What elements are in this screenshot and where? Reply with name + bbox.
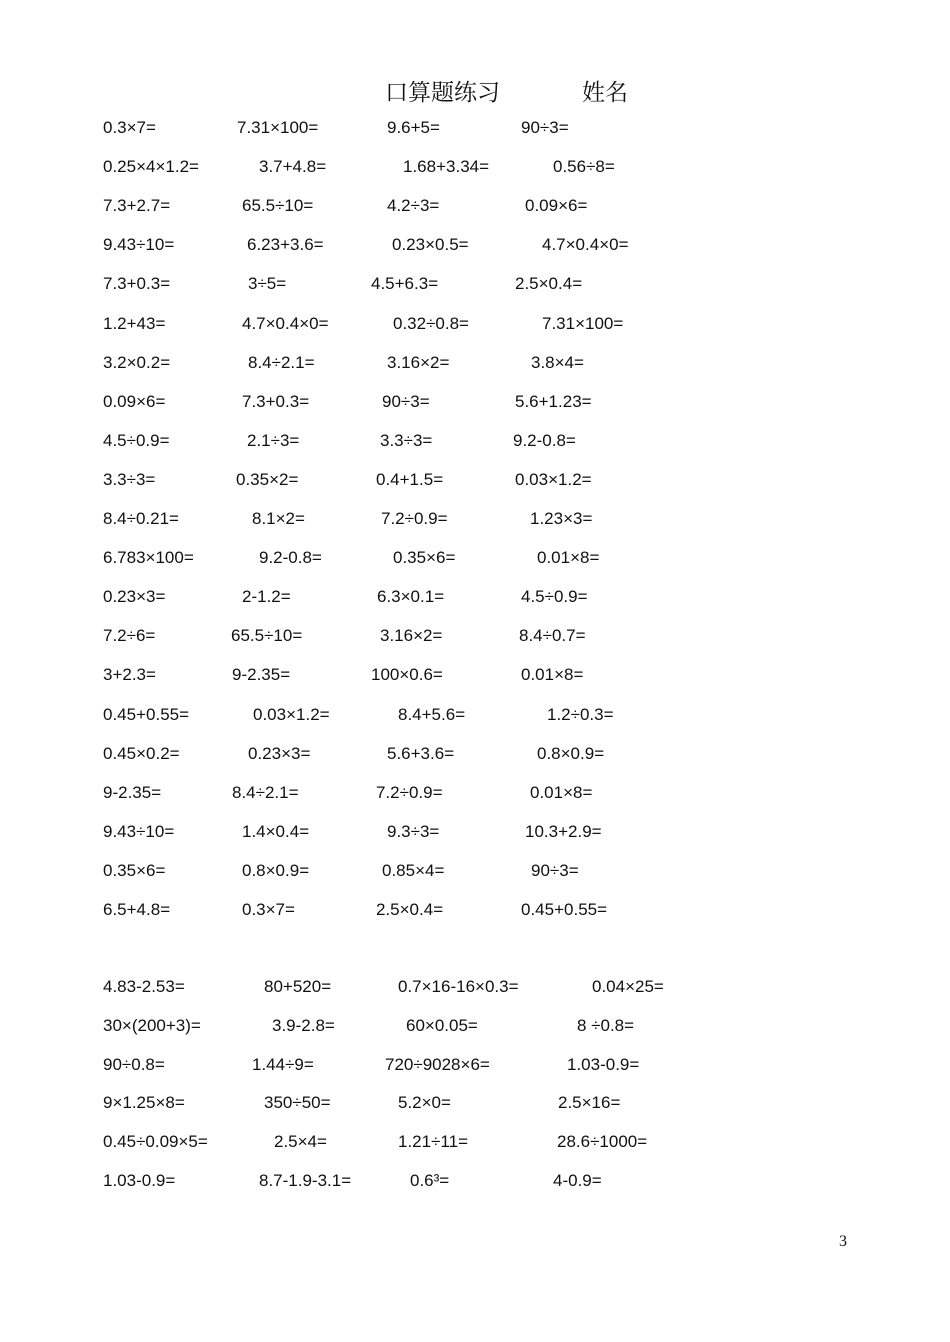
problem-item: 0.09×6= [525, 196, 588, 216]
problem-item: 0.35×6= [393, 548, 456, 568]
problem-item: 9×1.25×8= [103, 1093, 185, 1113]
problem-item: 8.4÷0.21= [103, 509, 179, 528]
problem-item: 1.2÷0.3= [547, 704, 614, 724]
worksheet-title [0, 74, 950, 106]
problem-item: 3.3÷3= [103, 469, 156, 489]
problem-item: 7.2÷0.9= [376, 782, 443, 802]
problem-row [0, 468, 950, 492]
problem-item: 9-2.35= [103, 782, 162, 802]
problem-item: 4.2÷3= [387, 196, 440, 216]
problem-item: 9.43÷10= [103, 821, 175, 841]
problem-row [0, 663, 950, 687]
problem-item: 7.31×100= [237, 118, 319, 137]
problem-item: 350÷50= [264, 1093, 331, 1113]
problem-row [0, 194, 950, 218]
problem-item: 80+520= [264, 977, 332, 996]
problem-item: 3.16×2= [387, 352, 450, 372]
problem-item: 0.4+1.5= [376, 469, 444, 489]
problem-item: 65.5÷10= [231, 626, 303, 646]
problem-row [0, 1169, 950, 1193]
problem-item: 2.5×4= [274, 1132, 327, 1152]
problem-item: 2.1÷3= [247, 430, 300, 450]
problem-item: 1.21÷11= [398, 1132, 468, 1152]
problem-row [0, 351, 950, 375]
problem-row [0, 429, 950, 453]
problem-item: 0.35×6= [103, 860, 166, 880]
problem-item: 1.4×0.4= [242, 821, 310, 841]
title-text: 口算题练习 [385, 80, 500, 106]
problem-item: 3÷5= [248, 274, 287, 294]
problem-item: 720÷9028×6= [385, 1054, 490, 1074]
problem-item: 0.56÷8= [553, 157, 615, 177]
problem-item: 7.3+0.3= [103, 274, 171, 294]
problem-row [0, 624, 950, 648]
problem-item: 9.2-0.8= [513, 430, 576, 450]
problem-row [0, 390, 950, 414]
problem-item: 8.4÷0.7= [519, 626, 586, 646]
problem-item: 0.04×25= [592, 977, 664, 996]
problem-row [0, 1130, 950, 1154]
problem-item: 1.44÷9= [252, 1054, 314, 1074]
problem-item: 10.3+2.9= [525, 821, 602, 841]
problem-item: 1.03-0.9= [567, 1054, 640, 1074]
problem-item: 4.5÷0.9= [521, 587, 588, 607]
problem-item: 0.01×8= [537, 548, 600, 568]
problem-item: 8.4÷2.1= [248, 352, 315, 372]
problem-item: 30×(200+3)= [103, 1015, 201, 1035]
problem-row [0, 703, 950, 727]
problem-row [0, 116, 950, 140]
problem-item: 9.6+5= [387, 118, 440, 137]
problem-item: 0.09×6= [103, 391, 166, 411]
problem-item: 6.23+3.6= [247, 235, 324, 255]
problem-item: 4.83-2.53= [103, 977, 185, 996]
problem-item: 8.4+5.6= [398, 704, 466, 724]
problem-item: 1.68+3.34= [403, 157, 490, 177]
problem-item: 0.23×3= [248, 743, 311, 763]
problem-item: 3.9-2.8= [272, 1015, 335, 1035]
name-label: 姓名 [582, 80, 628, 106]
problem-row [0, 820, 950, 844]
problem-item: 0.45×0.2= [103, 743, 180, 763]
problem-item: 3+2.3= [103, 665, 156, 685]
problem-item: 7.3+2.7= [103, 196, 171, 216]
problem-item: 3.16×2= [380, 626, 443, 646]
problem-item: 3.7+4.8= [259, 157, 327, 177]
problem-row [0, 1091, 950, 1115]
problem-item: 90÷3= [382, 391, 430, 411]
problem-item: 0.25×4×1.2= [103, 157, 199, 177]
problem-item: 90÷0.8= [103, 1054, 165, 1074]
problem-item: 3.2×0.2= [103, 352, 171, 372]
problem-item: 4.7×0.4×0= [542, 235, 629, 255]
problem-row [0, 233, 950, 257]
problem-item: 5.2×0= [398, 1093, 451, 1113]
problem-row [0, 507, 950, 531]
problem-item: 9-2.35= [232, 665, 291, 685]
problem-item: 2.5×0.4= [515, 274, 583, 294]
problem-item: 7.3+0.3= [242, 391, 310, 411]
problem-row [0, 781, 950, 805]
problem-item: 1.03-0.9= [103, 1171, 176, 1190]
problem-item: 0.85×4= [382, 860, 445, 880]
problem-item: 28.6÷1000= [557, 1132, 648, 1152]
problem-row [0, 312, 950, 336]
problem-item: 1.23×3= [530, 509, 593, 528]
problem-item: 5.6+3.6= [387, 743, 455, 763]
problem-row [0, 585, 950, 609]
problem-item: 0.23×3= [103, 587, 166, 607]
problem-item: 0.3×7= [242, 900, 295, 919]
problem-item: 0.01×8= [521, 665, 584, 685]
problem-row [0, 1053, 950, 1077]
problem-item: 6.5+4.8= [103, 900, 171, 919]
problem-item: 3.8×4= [531, 352, 584, 372]
problem-item: 0.01×8= [530, 782, 593, 802]
problem-item: 0.03×1.2= [253, 704, 330, 724]
problem-item: 0.6³= [410, 1171, 450, 1190]
problem-item: 60×0.05= [406, 1015, 478, 1035]
problem-item: 0.7×16-16×0.3= [398, 977, 519, 996]
problem-row [0, 1014, 950, 1038]
problem-item: 7.2÷0.9= [381, 509, 448, 528]
problem-item: 0.8×0.9= [537, 743, 605, 763]
problem-item: 7.31×100= [542, 313, 624, 333]
problem-item: 0.32÷0.8= [393, 313, 469, 333]
problem-item: 4-0.9= [553, 1171, 602, 1190]
problem-item: 8.1×2= [252, 509, 305, 528]
problem-item: 90÷3= [531, 860, 579, 880]
problem-item: 0.03×1.2= [515, 469, 592, 489]
problem-row [0, 859, 950, 883]
problem-item: 9.2-0.8= [259, 548, 322, 568]
problem-row [0, 272, 950, 296]
problem-item: 2.5×16= [558, 1093, 621, 1113]
problem-item: 6.3×0.1= [377, 587, 445, 607]
problem-item: 4.7×0.4×0= [242, 313, 329, 333]
problem-item: 0.45÷0.09×5= [103, 1132, 208, 1152]
problem-row [0, 898, 950, 922]
problem-item: 0.35×2= [236, 469, 299, 489]
problem-item: 0.8×0.9= [242, 860, 310, 880]
problem-item: 1.2+43= [103, 313, 166, 333]
problem-item: 5.6+1.23= [515, 391, 592, 411]
problem-item: 90÷3= [521, 118, 569, 137]
problem-item: 2-1.2= [242, 587, 291, 607]
problem-item: 0.45+0.55= [521, 900, 608, 919]
problem-row [0, 742, 950, 766]
problem-item: 8 ÷0.8= [577, 1015, 635, 1035]
problem-item: 0.45+0.55= [103, 704, 190, 724]
problem-row [0, 975, 950, 999]
page-number: 3 [839, 1233, 847, 1250]
problem-item: 0.3×7= [103, 118, 156, 137]
problem-item: 6.783×100= [103, 548, 194, 568]
problem-item: 3.3÷3= [380, 430, 433, 450]
problem-item: 9.43÷10= [103, 235, 175, 255]
problem-item: 4.5÷0.9= [103, 430, 170, 450]
problem-item: 4.5+6.3= [371, 274, 439, 294]
problem-item: 65.5÷10= [242, 196, 314, 216]
problem-row [0, 155, 950, 179]
problem-item: 8.4÷2.1= [232, 782, 299, 802]
problem-item: 9.3÷3= [387, 821, 440, 841]
problem-item: 100×0.6= [371, 665, 443, 685]
problem-item: 7.2÷6= [103, 626, 156, 646]
problem-item: 2.5×0.4= [376, 900, 444, 919]
problem-item: 0.23×0.5= [392, 235, 469, 255]
problem-item: 8.7-1.9-3.1= [259, 1171, 352, 1190]
problem-row [0, 546, 950, 570]
